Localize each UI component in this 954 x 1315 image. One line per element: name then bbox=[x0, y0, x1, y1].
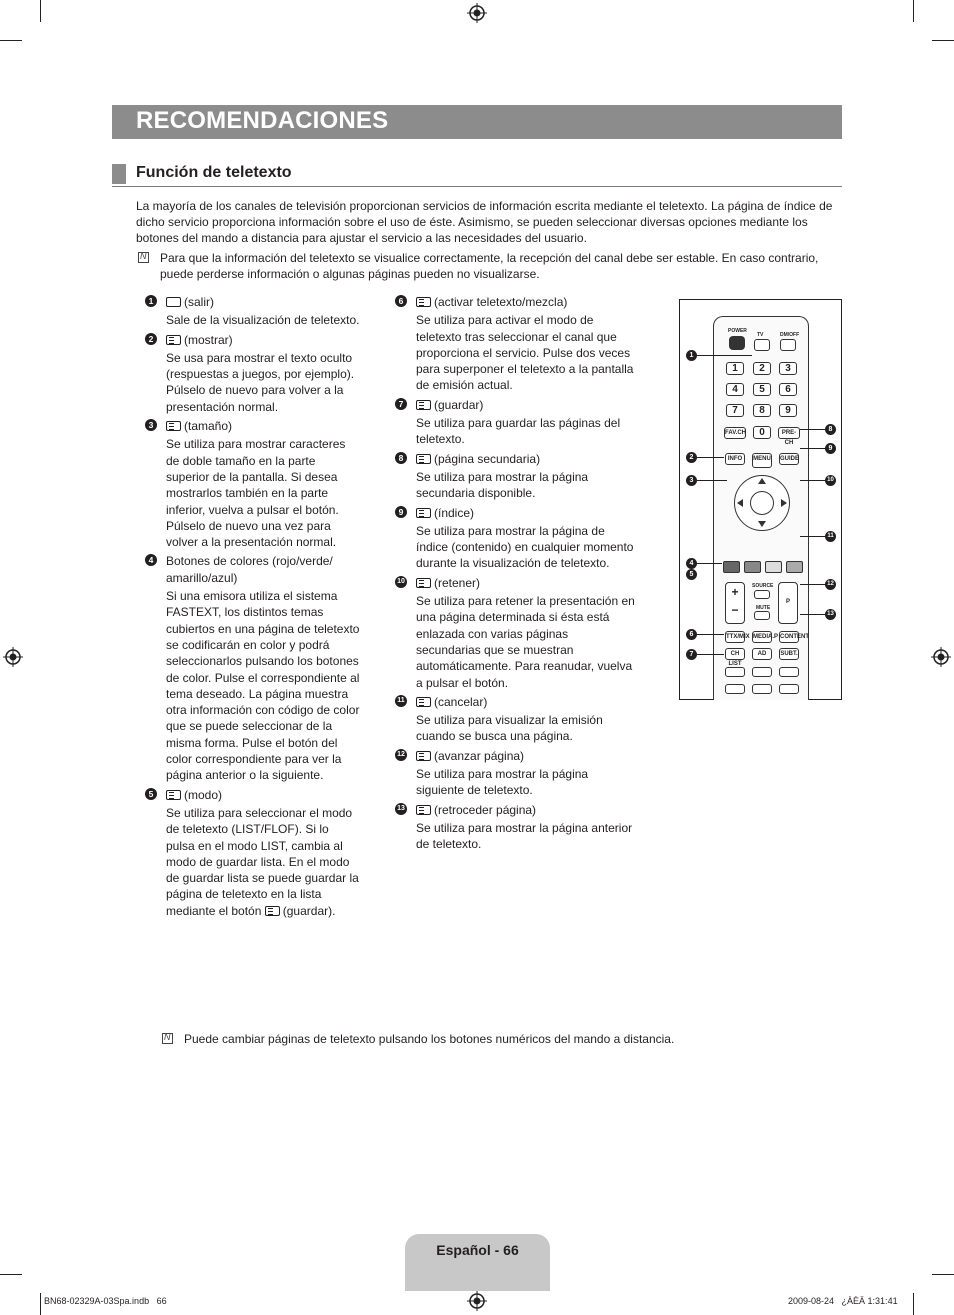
callout-number: 8 bbox=[825, 424, 836, 435]
enter-button bbox=[750, 491, 774, 515]
callout-number: 10 bbox=[825, 475, 836, 486]
callout-line bbox=[697, 634, 724, 635]
note-top: Para que la información del teletexto se visualice correctamente, la recepción del canal debe ser estable. En caso contrario, puede perderse información o algunas páginas pueden no visualizarse. bbox=[160, 251, 819, 281]
callout-line bbox=[697, 563, 722, 564]
tv-button bbox=[754, 339, 770, 351]
item-number: 11 bbox=[395, 695, 407, 707]
digit-2: 2 bbox=[753, 362, 771, 375]
power-label: POWER bbox=[728, 328, 747, 334]
blue-button bbox=[786, 561, 803, 573]
exit-key-icon bbox=[166, 297, 181, 307]
mute-button bbox=[754, 611, 770, 620]
item-label: (página secundaria) bbox=[434, 451, 541, 466]
item-number: 4 bbox=[145, 554, 157, 566]
section-header bbox=[112, 162, 842, 187]
index-key-icon bbox=[416, 508, 431, 518]
note-icon bbox=[162, 1033, 173, 1044]
digit-3: 3 bbox=[779, 362, 797, 375]
digit-1: 1 bbox=[726, 362, 744, 375]
callout-line bbox=[697, 355, 752, 356]
record-button bbox=[725, 684, 745, 694]
digit-5: 5 bbox=[753, 383, 771, 396]
hold-key-icon bbox=[416, 578, 431, 588]
section-marker bbox=[112, 164, 126, 184]
item-desc: Se utiliza para mostrar la página de índice (contenido) en cualquier momento durante la visualización de teletexto. bbox=[416, 523, 634, 571]
list-item bbox=[395, 397, 635, 448]
item-label: (modo) bbox=[184, 787, 223, 802]
ad-button: AD bbox=[752, 648, 772, 660]
store-key-icon bbox=[416, 400, 431, 410]
callout-number: 4 bbox=[686, 558, 697, 569]
item-desc: Sale de la visualización de teletexto. bbox=[166, 313, 360, 328]
item-desc: Se utiliza para retener la presentación en una página determinada si ésta está enlazada con varias páginas secundarias que se muestran automáticamente. Para reanudar, vuelva a pulsar el botón. bbox=[416, 594, 635, 690]
item-desc: Se utiliza para mostrar la página anterior de teletexto. bbox=[416, 820, 633, 852]
arrow-down-icon bbox=[758, 521, 766, 527]
source-label: SOURCE bbox=[752, 583, 774, 589]
pause-button bbox=[752, 667, 772, 677]
item-desc: Se utiliza para mostrar caracteres de doble tamaño en la parte superior de la pantalla. Si desea mostrarlos también en la parte inferior, vuelva a pulsar el botón. Púlselo de nuevo una vez para volver a la presentación normal. bbox=[166, 437, 346, 550]
callout-number: 3 bbox=[686, 475, 697, 486]
callout-line bbox=[697, 480, 727, 481]
ttx-mix-button: TTX/MIX bbox=[725, 631, 745, 643]
callout-line bbox=[697, 457, 724, 458]
item-desc: Se utiliza para mostrar la página secundaria disponible. bbox=[416, 469, 589, 501]
info-button: INFO bbox=[725, 453, 745, 465]
page-number-tab bbox=[405, 1234, 550, 1291]
menu-button: MENU bbox=[752, 453, 772, 468]
arrow-right-icon bbox=[781, 499, 787, 507]
list-item bbox=[145, 294, 360, 329]
cancel-key-icon bbox=[416, 697, 431, 707]
crop-mark bbox=[40, 0, 41, 22]
item-label: (cancelar) bbox=[434, 694, 488, 709]
crop-mark bbox=[0, 1274, 22, 1275]
item-label: Botones de colores (rojo/verde/ amarillo/azul) bbox=[166, 554, 333, 585]
remote-figure bbox=[679, 299, 842, 700]
registration-mark-icon bbox=[467, 1291, 487, 1311]
item-label: (índice) bbox=[434, 505, 475, 520]
list-item bbox=[395, 694, 635, 745]
item-label: (activar teletexto/mezcla) bbox=[434, 295, 568, 309]
list-item bbox=[395, 451, 635, 502]
page-up-key-icon bbox=[416, 751, 431, 761]
pre-ch-button: PRE-CH bbox=[778, 427, 800, 439]
stop-button bbox=[779, 684, 799, 694]
power-button bbox=[729, 336, 745, 350]
callout-number: 5 bbox=[686, 569, 697, 580]
registration-mark-icon bbox=[467, 3, 487, 23]
item-desc: Se utiliza para activar el modo de teletexto tras seleccionar el canal que proporciona el servicio. Pulse dos veces para superponer el teletexto a la pantalla de emisión actual. bbox=[416, 313, 634, 393]
item-number: 9 bbox=[395, 506, 407, 518]
green-button bbox=[744, 561, 761, 573]
rewind-button bbox=[725, 667, 745, 677]
callout-line bbox=[800, 448, 825, 449]
list-item bbox=[145, 418, 360, 550]
item-number: 13 bbox=[395, 803, 407, 815]
right-column bbox=[395, 294, 635, 856]
item-number: 1 bbox=[145, 295, 157, 307]
item-number: 2 bbox=[145, 333, 157, 345]
list-item bbox=[395, 802, 635, 853]
callout-line bbox=[800, 614, 825, 615]
item-desc: Se utiliza para visualizar la emisión cuando se busca una página. bbox=[416, 713, 603, 744]
callout-line bbox=[800, 536, 825, 537]
callout-number: 6 bbox=[686, 629, 697, 640]
sub-page-key-icon bbox=[416, 454, 431, 464]
chapter-header bbox=[112, 105, 842, 139]
list-item bbox=[395, 294, 635, 394]
fav-ch-button: FAV.CH bbox=[724, 427, 746, 439]
item-number: 5 bbox=[145, 788, 157, 800]
item-desc: Se utiliza para mostrar la página siguiente de teletexto. bbox=[416, 767, 589, 798]
digit-0: 0 bbox=[753, 426, 771, 439]
crop-mark bbox=[932, 40, 954, 41]
arrow-up-icon bbox=[758, 478, 766, 484]
callout-line bbox=[800, 480, 825, 481]
crop-mark bbox=[913, 0, 914, 22]
callout-line bbox=[800, 584, 825, 585]
subt-button: SUBT. bbox=[779, 648, 799, 660]
crop-mark bbox=[40, 1293, 41, 1315]
play-button bbox=[752, 684, 772, 694]
red-button bbox=[723, 561, 740, 573]
list-item bbox=[395, 575, 635, 691]
digit-9: 9 bbox=[779, 404, 797, 417]
callout-number: 7 bbox=[686, 649, 697, 660]
page-down-key-icon bbox=[416, 805, 431, 815]
item-desc: Si una emisora utiliza el sistema FASTEXT, los distintos temas cubiertos en una página de teletexto se codificarán en color y podrá seleccionarlos pulsando los botones de color. Pulse el correspondiente al tema deseado. La página muestra otra información con código de color que se puede seleccionar de la misma forma. Pulse el botón del color correspondiente para ver la página anterior o la siguiente. bbox=[166, 589, 360, 783]
content-button: CONTENT bbox=[779, 631, 799, 643]
item-number: 3 bbox=[145, 419, 157, 431]
item-number: 7 bbox=[395, 398, 407, 410]
crop-mark bbox=[932, 1274, 954, 1275]
callout-number: 2 bbox=[686, 452, 697, 463]
item-label: (mostrar) bbox=[184, 332, 233, 347]
item-label: (avanzar página) bbox=[434, 748, 525, 763]
list-item bbox=[395, 748, 635, 799]
item-label: (retener) bbox=[434, 575, 481, 590]
digit-8: 8 bbox=[753, 404, 771, 417]
item-label: (salir) bbox=[184, 295, 214, 309]
list-item bbox=[145, 553, 360, 783]
yellow-button bbox=[765, 561, 782, 573]
arrow-left-icon bbox=[737, 499, 743, 507]
size-key-icon bbox=[166, 421, 181, 431]
slug-left: BN68-02329A-03Spa.indb 66 bbox=[44, 1296, 167, 1306]
item-label: (retroceder página) bbox=[434, 802, 537, 817]
item-number: 8 bbox=[395, 452, 407, 464]
callout-number: 9 bbox=[825, 443, 836, 454]
item-number: 6 bbox=[395, 295, 407, 307]
item-desc-tail: (guardar). bbox=[282, 903, 336, 918]
dmoff-button bbox=[780, 339, 796, 351]
page-number: Español - 66 bbox=[436, 1242, 519, 1258]
registration-mark-icon bbox=[931, 647, 951, 667]
digit-7: 7 bbox=[726, 404, 744, 417]
item-label: (tamaño) bbox=[184, 419, 233, 434]
left-column bbox=[145, 294, 360, 922]
callout-number: 12 bbox=[825, 579, 836, 590]
intro-paragraph: La mayoría de los canales de televisión proporcionan servicios de información escrita mediante el teletexto. La página de índice de dicho servicio proporciona información sobre el uso de éste. Asimismo, se pueden seleccionar diversas opciones mediante los botones del mando a distancia para ajustar el servicio a las necesidades del usuario. bbox=[136, 199, 833, 245]
list-item bbox=[145, 787, 360, 919]
item-number: 12 bbox=[395, 749, 407, 761]
mute-label: MUTE bbox=[756, 605, 771, 611]
digit-6: 6 bbox=[779, 383, 797, 396]
callout-line bbox=[800, 429, 825, 430]
fast-forward-button bbox=[779, 667, 799, 677]
callout-number: 1 bbox=[686, 350, 697, 361]
list-item bbox=[145, 332, 360, 415]
ch-list-button: CH LIST bbox=[725, 648, 745, 660]
tv-label: TV bbox=[757, 332, 764, 338]
p-label: P bbox=[786, 599, 791, 605]
callout-line bbox=[697, 654, 724, 655]
callout-number: 11 bbox=[825, 531, 836, 542]
mode-key-icon bbox=[166, 790, 181, 800]
store-key-icon bbox=[265, 906, 280, 916]
item-number: 10 bbox=[395, 576, 407, 588]
dmoff-label: DM/OFF bbox=[780, 332, 800, 338]
note-icon bbox=[138, 252, 149, 263]
slug-right: 2009-08-24 ¿ÀÈÄ 1:31:41 bbox=[788, 1296, 898, 1306]
remote-control bbox=[713, 316, 809, 700]
item-desc: Se utiliza para guardar las páginas del teletexto. bbox=[416, 416, 621, 447]
item-desc: Se usa para mostrar el texto oculto (respuestas a juegos, por ejemplo). Púlselo de nuevo para volver a la presentación normal. bbox=[166, 350, 355, 414]
item-desc: Se utiliza para seleccionar el modo de teletexto (LIST/FLOF). Si lo pulsa en el modo LIST, cambia al modo de guardar lista. En el modo de guardar lista se puede guardar la página de teletexto en la lista mediante el botón bbox=[166, 805, 359, 918]
registration-mark-icon bbox=[3, 647, 23, 667]
reveal-key-icon bbox=[166, 335, 181, 345]
section-title: Función de teletexto bbox=[136, 164, 292, 181]
list-item bbox=[395, 505, 635, 572]
page-title: RECOMENDACIONES bbox=[136, 107, 389, 134]
media-p-button: MEDIA.P bbox=[752, 631, 772, 643]
crop-mark bbox=[913, 1293, 914, 1315]
digit-4: 4 bbox=[726, 383, 744, 396]
callout-number: 13 bbox=[825, 609, 836, 620]
guide-button: GUIDE bbox=[779, 453, 799, 465]
ttx-mix-key-icon bbox=[416, 297, 431, 307]
item-label: (guardar) bbox=[434, 397, 484, 412]
source-button bbox=[754, 590, 770, 599]
note-bottom: Puede cambiar páginas de teletexto pulsando los botones numéricos del mando a distancia. bbox=[184, 1032, 675, 1046]
crop-mark bbox=[0, 40, 22, 41]
volume-rocker: + − bbox=[725, 582, 745, 624]
